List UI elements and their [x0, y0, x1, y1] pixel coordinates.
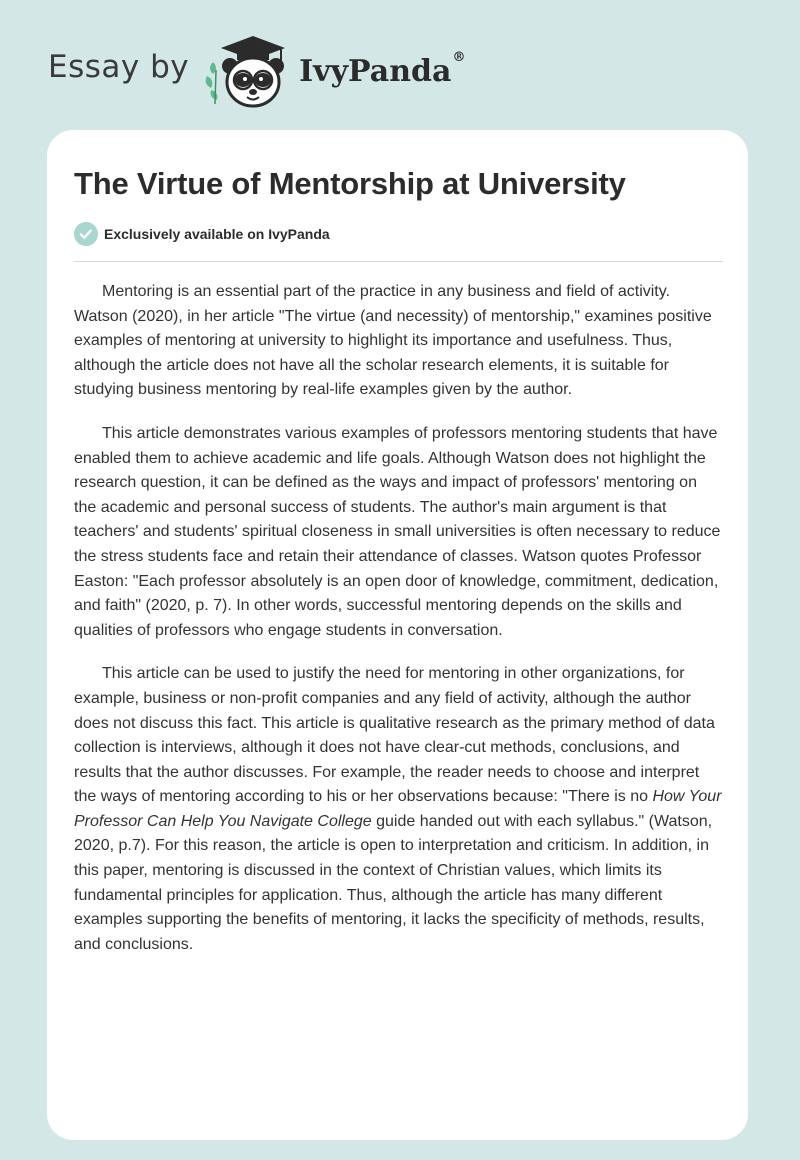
- panda-mascot-icon: [203, 30, 293, 110]
- brand-prefix: Essay by: [48, 49, 190, 85]
- paragraph: This article demonstrates various examples of professors mentoring students that have enabled them to achieve academic and life goals. Although Watson does not highlight the research question, it can be defined as the ways and impact of professors' mentoring on the academic and personal success of students. The author's main argument is that teachers' and students' spiritual closeness in small universities is often necessary to reduce the stress students face and retain their attendance of classes. Watson quotes Professor Easton: "Each professor absolutely is an open door of knowledge, commitment, dedication, and faith" (2020, p. 7). In other words, successful mentoring depends on the skills and qualities of professors who engage students in conversation.: [74, 424, 721, 639]
- site-logo[interactable]: [48, 30, 465, 110]
- page-title: The Virtue of Mentorship at University: [74, 166, 626, 201]
- ivy-leaf-icon: [206, 62, 218, 104]
- brand-name: IvyPanda®: [299, 49, 466, 89]
- exclusive-label: Exclusively available on IvyPanda: [104, 226, 330, 242]
- paragraph: Mentoring is an essential part of the practice in any business and field of activity. Watson (2020), in her article "The virtue (and necessity) of mentorship," examines positive examples of mentoring at university to highlight its importance and usefulness. Thus, although the article does not have all the scholar research elements, it is suitable for studying business mentoring by real-life examples given by the author.: [74, 283, 712, 399]
- divider: [74, 261, 723, 262]
- book-title: How Your Professor Can Help You Navigate College: [74, 788, 722, 830]
- paragraph: This article can be used to justify the need for mentoring in other organizations, for example, business or non-profit companies and any field of activity, although the author does not discuss this fact. This article is qualitative research as the primary method of data collection is interviews, although it does not have clear-cut methods, conclusions, and results that the author discusses. For example, the reader needs to choose and interpret the ways of mentoring according to his or her observations because: "There is no How Your Professor Can Help You Navigate College guide handed out with each syllabus." (Watson, 2020, p.7). For this reason, the article is open to interpretation and criticism. In addition, in this paper, mentoring is discussed in the context of Christian values, which limits its fundamental principles for application. Thus, although the article has many different examples supporting the benefits of mentoring, it lacks the specificity of methods, results, and conclusions.: [74, 665, 722, 953]
- exclusive-badge: [74, 222, 330, 246]
- essay-card: [47, 130, 748, 1140]
- check-circle-icon: [74, 222, 98, 246]
- essay-body: [74, 280, 723, 976]
